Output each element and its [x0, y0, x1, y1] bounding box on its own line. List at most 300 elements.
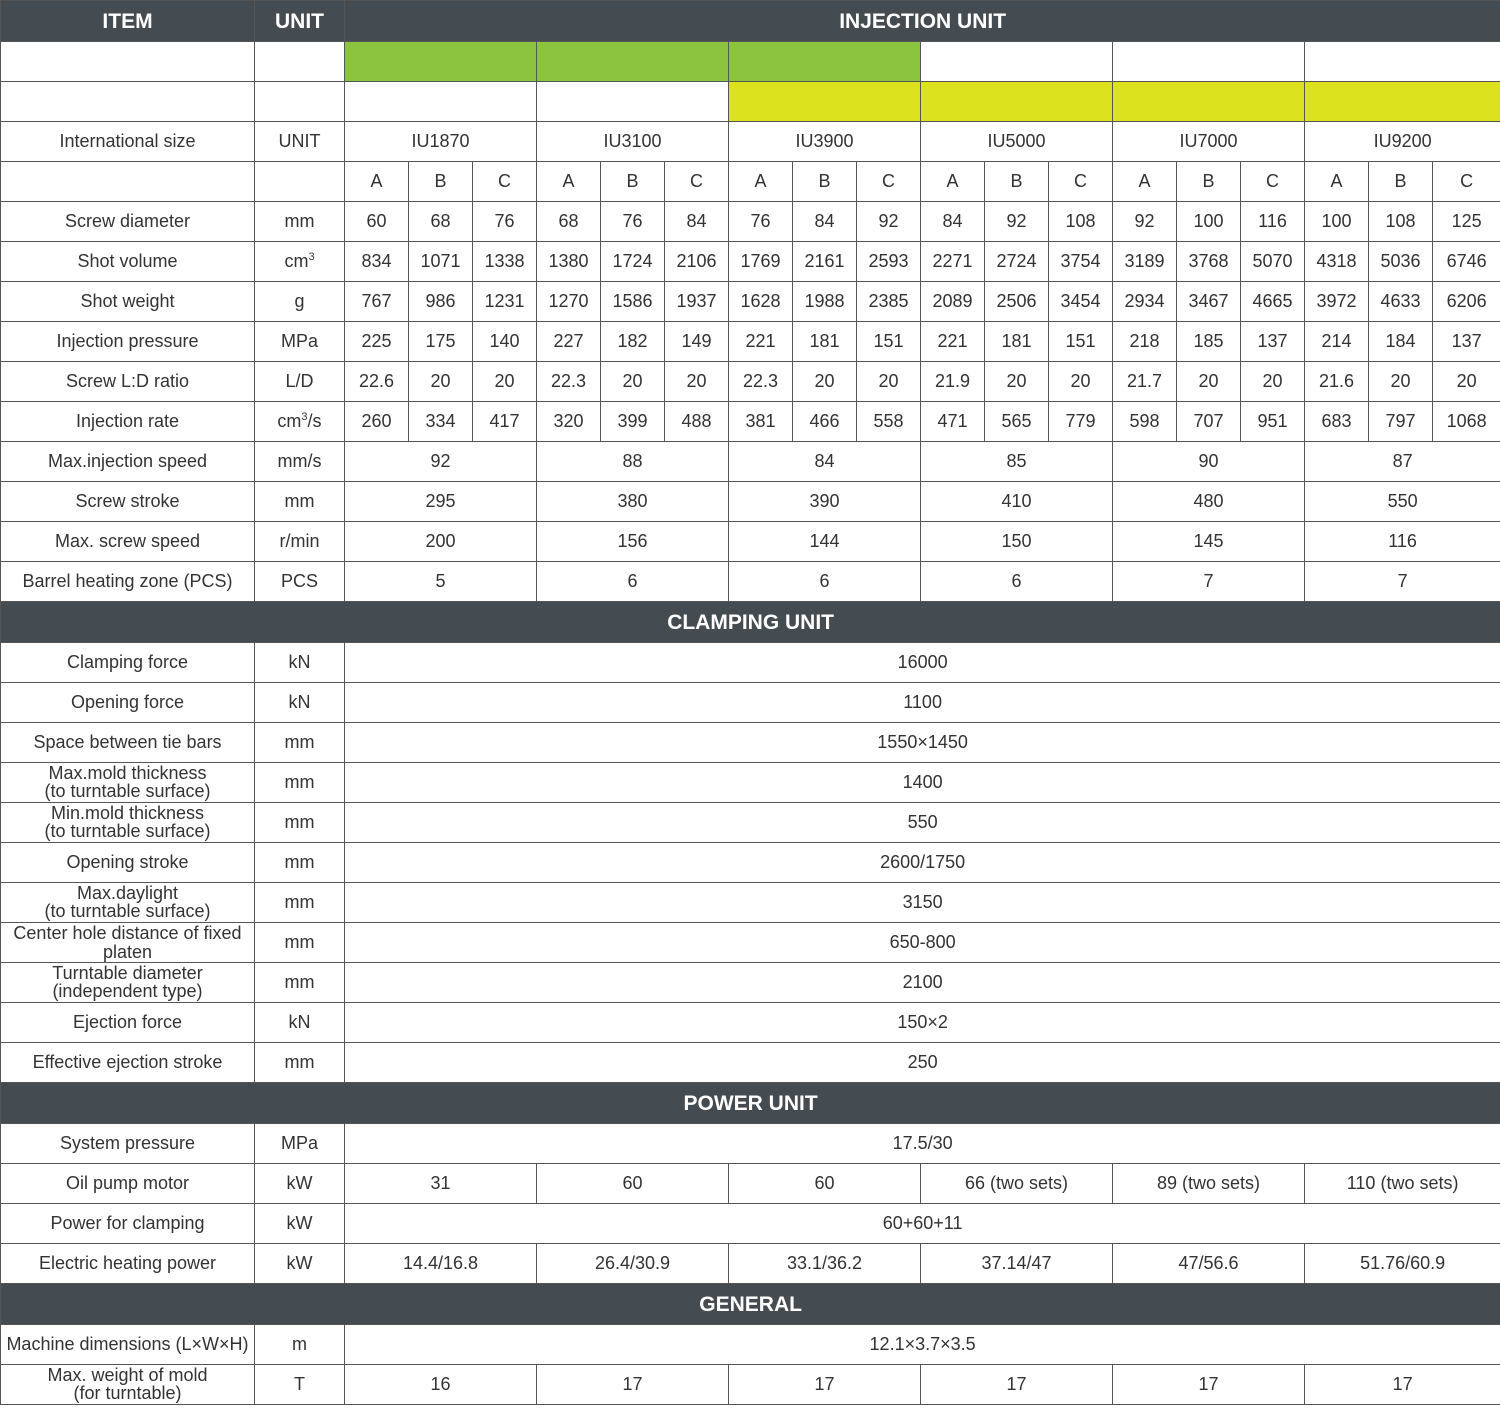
screw-type: C	[1433, 162, 1500, 202]
screw-type: B	[1177, 162, 1241, 202]
clamping-row	[1, 763, 1500, 803]
value-cell: 214	[1305, 322, 1369, 362]
value-cell: 60	[345, 202, 409, 242]
value-cell: 144	[729, 522, 921, 562]
value-cell: 3454	[1049, 282, 1113, 322]
clamping-row	[1, 883, 1500, 923]
row-unit: MPa	[255, 1124, 345, 1164]
value-cell: 2600/1750	[345, 843, 1500, 883]
unit-base: cm	[277, 411, 302, 431]
value-cell: 320	[537, 402, 601, 442]
clamping-row	[1, 963, 1500, 1003]
clamping-row	[1, 1043, 1500, 1083]
row-unit: kW	[255, 1204, 345, 1244]
value-cell: 683	[1305, 402, 1369, 442]
value-cell: 779	[1049, 402, 1113, 442]
value-cell: 550	[1305, 482, 1500, 522]
model-name: IU7000	[1113, 122, 1305, 162]
injection-row	[1, 242, 1500, 282]
value-cell: 108	[1049, 202, 1113, 242]
value-cell: 116	[1305, 522, 1500, 562]
row-label: System pressure	[1, 1124, 255, 1164]
value-cell: 20	[409, 362, 473, 402]
clamping-unit-title: CLAMPING UNIT	[1, 602, 1500, 643]
value-cell: 260	[345, 402, 409, 442]
value-cell: 767	[345, 282, 409, 322]
row-unit: kW	[255, 1164, 345, 1204]
screw-type: A	[729, 162, 793, 202]
blank-cell	[255, 82, 345, 122]
value-cell: 22.3	[729, 362, 793, 402]
value-cell: 150×2	[345, 1003, 1500, 1043]
value-cell: 1550×1450	[345, 723, 1500, 763]
value-cell: 182	[601, 322, 665, 362]
row-label: Effective ejection stroke	[1, 1043, 255, 1083]
value-cell: 225	[345, 322, 409, 362]
value-cell: 6	[729, 562, 921, 602]
screw-type: B	[985, 162, 1049, 202]
value-cell: 26.4/30.9	[537, 1244, 729, 1284]
value-cell: 480	[1113, 482, 1305, 522]
screw-type: C	[1049, 162, 1113, 202]
value-cell: 100	[1177, 202, 1241, 242]
row-unit: mm	[255, 843, 345, 883]
value-cell: 1724	[601, 242, 665, 282]
value-cell: 84	[793, 202, 857, 242]
value-cell: 16	[345, 1365, 537, 1405]
power-for-clamping-row	[1, 1204, 1500, 1244]
value-cell: 2593	[857, 242, 921, 282]
row-label: Clamping force	[1, 643, 255, 683]
value-cell: 466	[793, 402, 857, 442]
row-label	[1, 1365, 255, 1405]
value-cell: 1988	[793, 282, 857, 322]
value-cell: 380	[537, 482, 729, 522]
value-cell: 2106	[665, 242, 729, 282]
row-label: Ejection force	[1, 1003, 255, 1043]
band-lime	[921, 82, 1113, 122]
injection-row	[1, 362, 1500, 402]
screw-type: B	[1369, 162, 1433, 202]
value-cell: 89 (two sets)	[1113, 1164, 1305, 1204]
band-blank	[1305, 42, 1500, 82]
row-label-wrap	[52, 964, 202, 1000]
value-cell: 20	[665, 362, 729, 402]
value-cell: 3150	[345, 883, 1500, 923]
oil-pump-motor-row	[1, 1164, 1500, 1204]
screw-type: A	[1113, 162, 1177, 202]
value-cell: 390	[729, 482, 921, 522]
row-unit: r/min	[255, 522, 345, 562]
value-cell: 20	[1433, 362, 1500, 402]
injection-model-row	[1, 482, 1500, 522]
value-cell: 2161	[793, 242, 857, 282]
row-unit: kN	[255, 643, 345, 683]
row-unit: g	[255, 282, 345, 322]
value-cell: 31	[345, 1164, 537, 1204]
value-cell: 550	[345, 803, 1500, 843]
power-unit-title: POWER UNIT	[1, 1083, 1500, 1124]
row-label: Center hole distance of fixed platen	[1, 923, 255, 963]
value-cell: 1586	[601, 282, 665, 322]
value-cell: 17	[1305, 1365, 1500, 1405]
clamping-row	[1, 843, 1500, 883]
value-cell: 6	[921, 562, 1113, 602]
clamping-row	[1, 683, 1500, 723]
value-cell: 1628	[729, 282, 793, 322]
value-cell: 92	[857, 202, 921, 242]
value-cell: 1380	[537, 242, 601, 282]
value-cell: 1231	[473, 282, 537, 322]
value-cell: 87	[1305, 442, 1500, 482]
value-cell: 88	[537, 442, 729, 482]
value-cell: 116	[1241, 202, 1305, 242]
value-cell: 3189	[1113, 242, 1177, 282]
row-label-line-1: Max. weight of mold	[47, 1365, 208, 1385]
value-cell: 20	[985, 362, 1049, 402]
electric-heating-power-row	[1, 1244, 1500, 1284]
screw-type: C	[665, 162, 729, 202]
row-label-line-2: (independent type)	[52, 981, 203, 1001]
band-green	[345, 42, 537, 82]
value-cell: 181	[985, 322, 1049, 362]
row-label: Injection rate	[1, 402, 255, 442]
value-cell: 76	[601, 202, 665, 242]
row-label: Opening stroke	[1, 843, 255, 883]
value-cell: 20	[1049, 362, 1113, 402]
row-label: Power for clamping	[1, 1204, 255, 1244]
value-cell: 85	[921, 442, 1113, 482]
machine-dimensions-row	[1, 1325, 1500, 1365]
screw-type: A	[1305, 162, 1369, 202]
value-cell: 14.4/16.8	[345, 1244, 537, 1284]
value-cell: 76	[729, 202, 793, 242]
international-size-row	[1, 122, 1500, 162]
value-cell: 3972	[1305, 282, 1369, 322]
value-cell: 650-800	[345, 923, 1500, 963]
clamping-row	[1, 723, 1500, 763]
value-cell: 221	[729, 322, 793, 362]
value-cell: 84	[921, 202, 985, 242]
value-cell: 2724	[985, 242, 1049, 282]
value-cell: 4665	[1241, 282, 1305, 322]
value-cell: 20	[1241, 362, 1305, 402]
row-unit: mm	[255, 803, 345, 843]
band-green	[729, 42, 921, 82]
value-cell: 1071	[409, 242, 473, 282]
value-cell: 334	[409, 402, 473, 442]
value-cell: 410	[921, 482, 1113, 522]
value-cell: 145	[1113, 522, 1305, 562]
row-unit: mm	[255, 883, 345, 923]
row-unit: UNIT	[255, 122, 345, 162]
value-cell: 5	[345, 562, 537, 602]
blank-cell	[255, 162, 345, 202]
value-cell: 2385	[857, 282, 921, 322]
value-cell: 140	[473, 322, 537, 362]
value-cell: 185	[1177, 322, 1241, 362]
header-row	[1, 1, 1500, 42]
value-cell: 20	[601, 362, 665, 402]
value-cell: 488	[665, 402, 729, 442]
row-unit: mm	[255, 923, 345, 963]
value-cell: 17	[729, 1365, 921, 1405]
row-label	[1, 763, 255, 803]
value-cell: 47/56.6	[1113, 1244, 1305, 1284]
value-cell: 181	[793, 322, 857, 362]
value-cell: 250	[345, 1043, 1500, 1083]
row-label	[1, 963, 255, 1003]
clamping-unit-row	[1, 602, 1500, 643]
value-cell: 565	[985, 402, 1049, 442]
header-injection-unit: INJECTION UNIT	[345, 1, 1500, 42]
value-cell: 125	[1433, 202, 1500, 242]
header-item: ITEM	[1, 1, 255, 42]
value-cell: 1769	[729, 242, 793, 282]
value-cell: 834	[345, 242, 409, 282]
value-cell: 707	[1177, 402, 1241, 442]
value-cell: 84	[729, 442, 921, 482]
row-unit: PCS	[255, 562, 345, 602]
max-weight-of-mold-row	[1, 1365, 1500, 1405]
value-cell: 3467	[1177, 282, 1241, 322]
row-label-line-2: (to turntable surface)	[44, 901, 211, 921]
value-cell: 1400	[345, 763, 1500, 803]
value-cell: 6206	[1433, 282, 1500, 322]
row-label-line-1: Max.mold thickness	[48, 763, 207, 783]
value-cell: 17.5/30	[345, 1124, 1500, 1164]
value-cell: 3768	[1177, 242, 1241, 282]
band-blank	[1113, 42, 1305, 82]
screw-type: A	[345, 162, 409, 202]
value-cell: 12.1×3.7×3.5	[345, 1325, 1500, 1365]
value-cell: 21.7	[1113, 362, 1177, 402]
band-green	[537, 42, 729, 82]
value-cell: 151	[1049, 322, 1113, 362]
header-unit: UNIT	[255, 1, 345, 42]
row-unit: mm	[255, 482, 345, 522]
color-band-row-2	[1, 82, 1500, 122]
value-cell: 17	[537, 1365, 729, 1405]
value-cell: 3754	[1049, 242, 1113, 282]
unit-base: cm	[284, 251, 309, 271]
value-cell: 92	[345, 442, 537, 482]
value-cell: 5036	[1369, 242, 1433, 282]
screw-type: B	[793, 162, 857, 202]
row-unit: L/D	[255, 362, 345, 402]
color-band-row-1	[1, 42, 1500, 82]
row-label-wrap	[44, 884, 210, 920]
row-unit: mm	[255, 963, 345, 1003]
row-unit: kW	[255, 1244, 345, 1284]
row-label: Opening force	[1, 683, 255, 723]
value-cell: 2271	[921, 242, 985, 282]
value-cell: 110 (two sets)	[1305, 1164, 1500, 1204]
value-cell: 17	[1113, 1365, 1305, 1405]
power-unit-row	[1, 1083, 1500, 1124]
value-cell: 1270	[537, 282, 601, 322]
value-cell: 598	[1113, 402, 1177, 442]
model-name: IU1870	[345, 122, 537, 162]
value-cell: 137	[1241, 322, 1305, 362]
injection-model-row	[1, 522, 1500, 562]
row-unit: mm	[255, 1043, 345, 1083]
row-label-line-1: Max.daylight	[76, 883, 179, 903]
band-lime	[1113, 82, 1305, 122]
row-label: Oil pump motor	[1, 1164, 255, 1204]
injection-model-row	[1, 442, 1500, 482]
clamping-row	[1, 923, 1500, 963]
row-label-wrap	[44, 804, 210, 840]
value-cell: 20	[793, 362, 857, 402]
screw-type: B	[409, 162, 473, 202]
band-blank	[921, 42, 1113, 82]
screw-type: A	[537, 162, 601, 202]
screw-type: A	[921, 162, 985, 202]
model-name: IU5000	[921, 122, 1113, 162]
value-cell: 76	[473, 202, 537, 242]
value-cell: 1068	[1433, 402, 1500, 442]
injection-row	[1, 202, 1500, 242]
value-cell: 797	[1369, 402, 1433, 442]
blank-cell	[1, 162, 255, 202]
value-cell: 37.14/47	[921, 1244, 1113, 1284]
row-label	[1, 803, 255, 843]
value-cell: 16000	[345, 643, 1500, 683]
row-label: Screw stroke	[1, 482, 255, 522]
value-cell: 20	[1369, 362, 1433, 402]
value-cell: 20	[473, 362, 537, 402]
value-cell: 399	[601, 402, 665, 442]
band-lime	[729, 82, 921, 122]
value-cell: 60+60+11	[345, 1204, 1500, 1244]
unit-superscript: 3	[308, 251, 315, 263]
value-cell: 4633	[1369, 282, 1433, 322]
injection-row	[1, 402, 1500, 442]
row-unit	[255, 402, 345, 442]
injection-row	[1, 282, 1500, 322]
value-cell: 951	[1241, 402, 1305, 442]
value-cell: 6	[537, 562, 729, 602]
value-cell: 381	[729, 402, 793, 442]
value-cell: 227	[537, 322, 601, 362]
row-label: Electric heating power	[1, 1244, 255, 1284]
row-label-line-2: (to turntable surface)	[44, 821, 211, 841]
general-title: GENERAL	[1, 1284, 1500, 1325]
value-cell: 137	[1433, 322, 1500, 362]
screw-type: C	[1241, 162, 1305, 202]
value-cell: 66 (two sets)	[921, 1164, 1113, 1204]
value-cell: 92	[1113, 202, 1177, 242]
value-cell: 20	[857, 362, 921, 402]
row-label: Shot volume	[1, 242, 255, 282]
value-cell: 17	[921, 1365, 1113, 1405]
value-cell: 156	[537, 522, 729, 562]
row-unit: kN	[255, 683, 345, 723]
value-cell: 471	[921, 402, 985, 442]
model-name: IU3100	[537, 122, 729, 162]
blank-cell	[1, 42, 255, 82]
value-cell: 2934	[1113, 282, 1177, 322]
value-cell: 7	[1113, 562, 1305, 602]
value-cell: 149	[665, 322, 729, 362]
clamping-row	[1, 1003, 1500, 1043]
screw-type: B	[601, 162, 665, 202]
clamping-row	[1, 803, 1500, 843]
injection-row	[1, 322, 1500, 362]
value-cell: 151	[857, 322, 921, 362]
row-label: International size	[1, 122, 255, 162]
value-cell: 986	[409, 282, 473, 322]
value-cell: 150	[921, 522, 1113, 562]
value-cell: 68	[409, 202, 473, 242]
row-unit: m	[255, 1325, 345, 1365]
value-cell: 5070	[1241, 242, 1305, 282]
row-unit: kN	[255, 1003, 345, 1043]
value-cell: 558	[857, 402, 921, 442]
row-label: Shot weight	[1, 282, 255, 322]
value-cell: 2506	[985, 282, 1049, 322]
value-cell: 417	[473, 402, 537, 442]
value-cell: 2089	[921, 282, 985, 322]
row-label: Injection pressure	[1, 322, 255, 362]
row-label: Screw L:D ratio	[1, 362, 255, 402]
value-cell: 92	[985, 202, 1049, 242]
row-label-line-1: Turntable diameter	[52, 963, 203, 983]
value-cell: 218	[1113, 322, 1177, 362]
value-cell: 295	[345, 482, 537, 522]
value-cell: 21.6	[1305, 362, 1369, 402]
row-unit: T	[255, 1365, 345, 1405]
blank-cell	[1, 82, 255, 122]
row-unit: mm/s	[255, 442, 345, 482]
row-label: Max. screw speed	[1, 522, 255, 562]
row-label	[1, 883, 255, 923]
value-cell: 7	[1305, 562, 1500, 602]
model-name: IU9200	[1305, 122, 1500, 162]
value-cell: 60	[537, 1164, 729, 1204]
value-cell: 4318	[1305, 242, 1369, 282]
row-label: Max.injection speed	[1, 442, 255, 482]
unit-superscript: 3	[301, 411, 308, 423]
value-cell: 51.76/60.9	[1305, 1244, 1500, 1284]
value-cell: 100	[1305, 202, 1369, 242]
unit-tail: /s	[307, 411, 322, 431]
value-cell: 20	[1177, 362, 1241, 402]
screw-type-row	[1, 162, 1500, 202]
value-cell: 1338	[473, 242, 537, 282]
system-pressure-row	[1, 1124, 1500, 1164]
screw-type: C	[473, 162, 537, 202]
screw-type: C	[857, 162, 921, 202]
row-unit: mm	[255, 763, 345, 803]
value-cell: 184	[1369, 322, 1433, 362]
model-name: IU3900	[729, 122, 921, 162]
value-cell: 108	[1369, 202, 1433, 242]
value-cell: 33.1/36.2	[729, 1244, 921, 1284]
value-cell: 60	[729, 1164, 921, 1204]
value-cell: 1937	[665, 282, 729, 322]
row-label: Machine dimensions (L×W×H)	[1, 1325, 255, 1365]
row-label: Barrel heating zone (PCS)	[1, 562, 255, 602]
row-label-wrap	[47, 1366, 207, 1402]
row-unit: mm	[255, 723, 345, 763]
row-unit: mm	[255, 202, 345, 242]
blank-cell	[255, 42, 345, 82]
value-cell: 84	[665, 202, 729, 242]
value-cell: 22.3	[537, 362, 601, 402]
band-blank	[537, 82, 729, 122]
